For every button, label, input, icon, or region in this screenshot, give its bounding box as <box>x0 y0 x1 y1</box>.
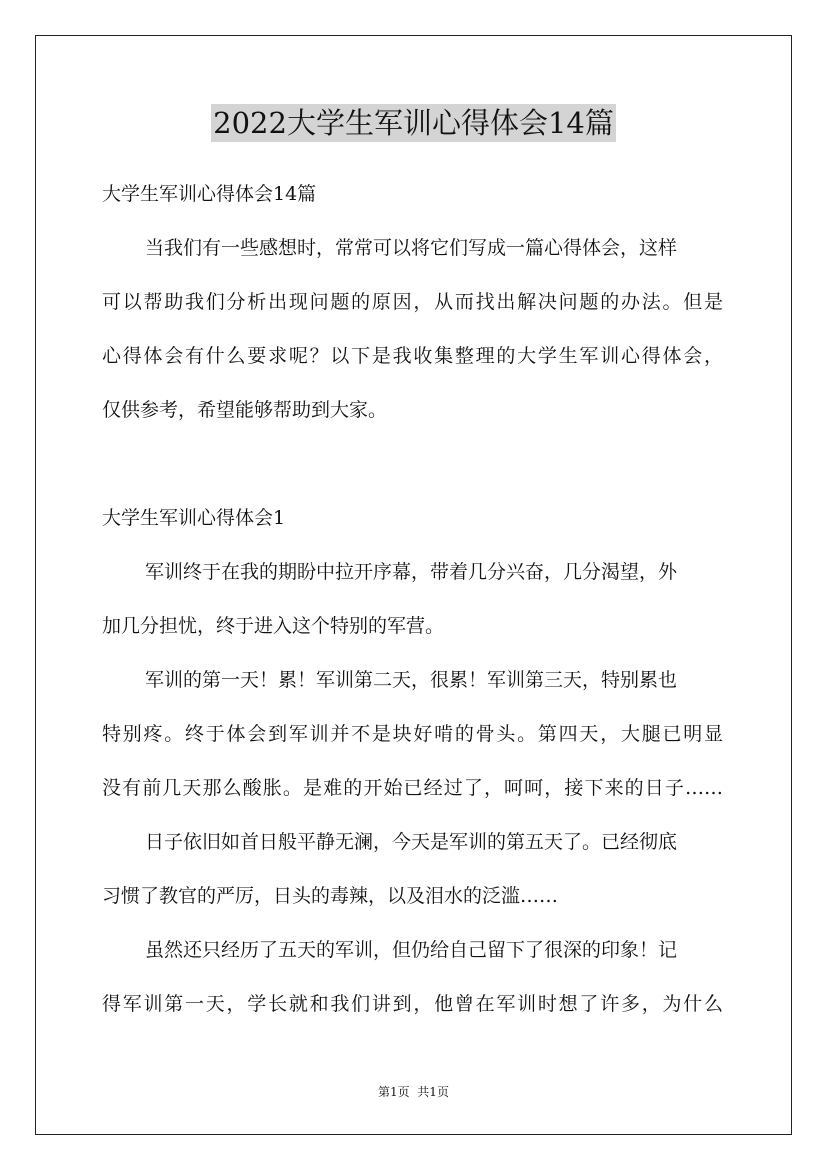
intro-line-2: 可以帮助我们分析出现问题的原因，从而找出解决问题的办法。但是 <box>102 291 723 313</box>
intro-line-3: 心得体会有什么要求呢？以下是我收集整理的大学生军训心得体会， <box>102 345 723 367</box>
intro-line-4: 仅供参考，希望能够帮助到大家。 <box>102 399 388 421</box>
section-heading: 大学生军训心得体会1 <box>102 507 286 529</box>
section-line-3: 军训的第一天！累！军训第二天，很累！军训第三天，特别累也 <box>145 669 678 691</box>
section-line-5: 没有前几天那么酸胀。是难的开始已经过了，呵呵，接下来的日子…… <box>102 777 723 799</box>
page-footer: 第1页 共1页 <box>378 1085 449 1099</box>
intro-line-1: 当我们有一些感想时，常常可以将它们写成一篇心得体会，这样 <box>145 237 678 259</box>
section-line-9: 得军训第一天，学长就和我们讲到，他曾在军训时想了许多，为什么 <box>102 993 723 1015</box>
section-line-2: 加几分担忧，终于进入这个特别的军营。 <box>102 615 445 637</box>
section-line-7: 习惯了教官的严厉，日头的毒辣，以及泪水的泛滥…… <box>102 885 559 907</box>
document-subtitle: 大学生军训心得体会14篇 <box>102 183 317 205</box>
section-line-6: 日子依旧如首日般平静无澜，今天是军训的第五天了。已经彻底 <box>145 831 678 853</box>
section-line-1: 军训终于在我的期盼中拉开序幕，带着几分兴奋，几分渴望，外 <box>145 561 678 583</box>
title-block <box>0 104 827 142</box>
section-line-8: 虽然还只经历了五天的军训，但仍给自己留下了很深的印象！记 <box>145 939 678 961</box>
document-title: 2022大学生军训心得体会14篇 <box>213 106 614 140</box>
section-line-4: 特别疼。终于体会到军训并不是块好啃的骨头。第四天，大腿已明显 <box>102 723 723 745</box>
